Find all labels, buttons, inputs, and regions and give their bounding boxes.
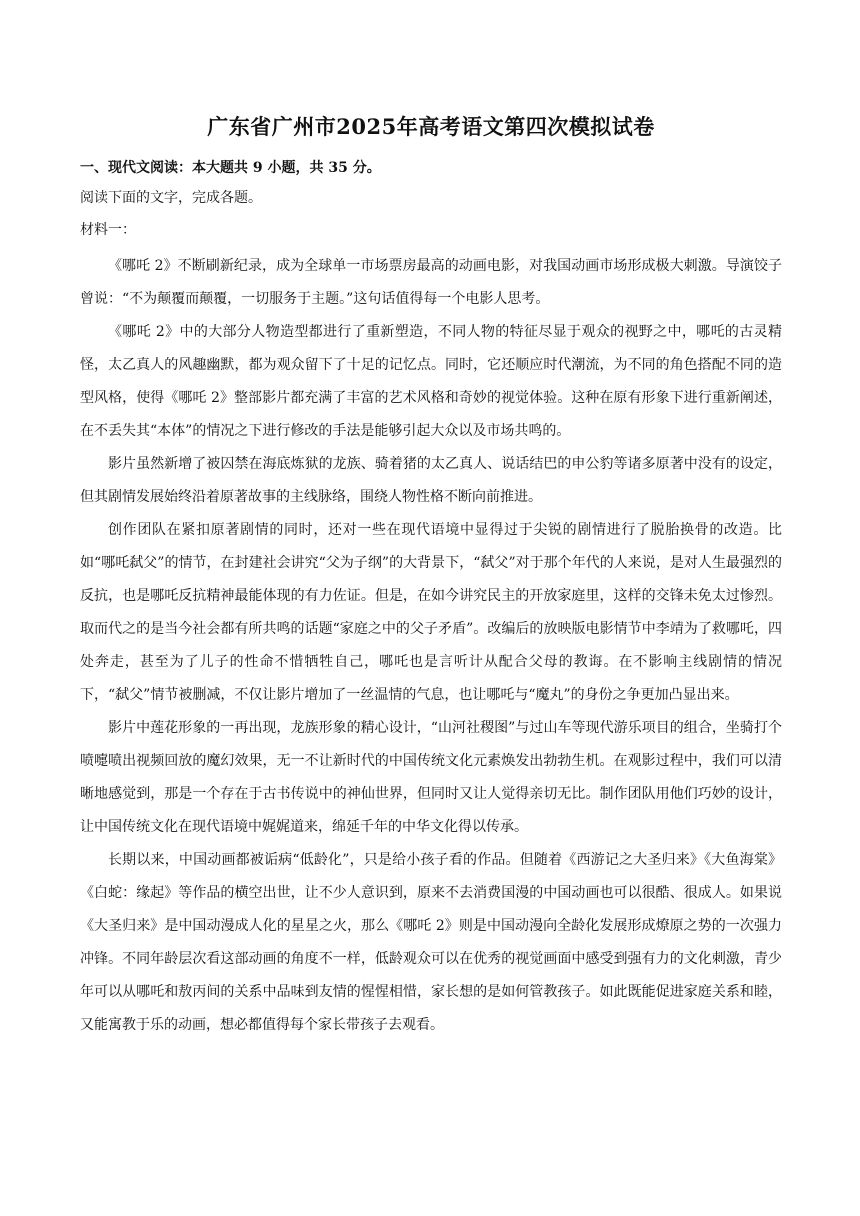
reading-instruction: 阅读下面的文字，完成各题。 [80,190,262,206]
exam-page [80,112,782,1042]
paragraph: 创作团队在紧扣原著剧情的同时，还对一些在现代语境中显得过于尖锐的剧情进行了脱胎换骨的改造。比如“哪吒弑父”的情节，在封建社会讲究“父为子纲”的大背景下，“弑父”对于那个年代的人来说，是对人生最强烈的反抗，也是哪吒反抗精神最能体现的有力佐证。但是，在如今讲究民主的开放家庭里，这样的交锋未免太过惨烈。取而代之的是当今社会都有所共鸣的话题“家庭之中的父子矛盾”。改编后的放映版电影情节中李靖为了救哪吒，四处奔走，甚至为了儿子的性命不惜牺牲自己，哪吒也是言听计从配合父母的教诲。在不影响主线剧情的情况下，“弑父”情节被删减，不仅让影片增加了一丝温情的气息，也让哪吒与“魔丸”的身份之争更加凸显出来。 [80,522,782,703]
paragraph: 长期以来，中国动画都被诟病“低龄化”，只是给小孩子看的作品。但随着《西游记之大圣归来》《大鱼海棠》《白蛇：缘起》等作品的横空出世，让不少人意识到，原来不去消费国漫的中国动画也可以很酷、很成人。如果说《大圣归来》是中国动漫成人化的星星之火，那么《哪吒 2》则是中国动漫向全龄化发展形成燎原之势的一次强力冲锋。不同年龄层次看这部动画的角度不一样，低龄观众可以在优秀的视觉画面中感受到强有力的文化刺激，青少年可以从哪吒和敖丙间的关系中品味到友情的惺惺相惜，家长想的是如何管教孩子。如此既能促进家庭关系和睦，又能寓教于乐的动画，想必都值得每个家长带孩子去观看。 [80,852,782,1033]
paragraph: 《哪吒 2》中的大部分人物造型都进行了重新塑造，不同人物的特征尽显于观众的视野之中，哪吒的古灵精怪，太乙真人的风趣幽默，都为观众留下了十足的记忆点。同时，它还顺应时代潮流，为不同的角色搭配不同的造型风格，使得《哪吒 2》整部影片都充满了丰富的艺术风格和奇妙的视觉体验。这种在原有形象下进行重新阐述，在不丢失其“本体”的情况之下进行修改的手法是能够引起大众以及市场共鸣的。 [80,324,782,439]
paragraph: 影片虽然新增了被囚禁在海底炼狱的龙族、骑着猪的太乙真人、说话结巴的申公豹等诸多原著中没有的设定，但其剧情发展始终沿着原著故事的主线脉络，围绕人物性格不断向前推进。 [80,456,782,505]
paragraph: 影片中莲花形象的一再出现，龙族形象的精心设计，“山河社稷图”与过山车等现代游乐项目的组合，坐骑打个喷嚏喷出视频回放的魔幻效果，无一不让新时代的中国传统文化元素焕发出勃勃生机。在观影过程中，我们可以清晰地感觉到，那是一个存在于古书传说中的神仙世界，但同时又让人觉得亲切无比。制作团队用他们巧妙的设计，让中国传统文化在现代语境中娓娓道来，绵延千年的中华文化得以传承。 [80,720,782,835]
material-label: 材料一： [80,222,136,238]
paragraph: 《哪吒 2》不断刷新纪录，成为全球单一市场票房最高的动画电影，对我国动画市场形成极大刺激。导演饺子曾说：“不为颠覆而颠覆，一切服务于主题。”这句话值得每一个电影人思考。 [80,258,782,307]
section-heading: 一、现代文阅读：本大题共 9 小题，共 35 分。 [80,160,381,176]
page-title: 广东省广州市2025年高考语文第四次模拟试卷 [207,114,655,139]
